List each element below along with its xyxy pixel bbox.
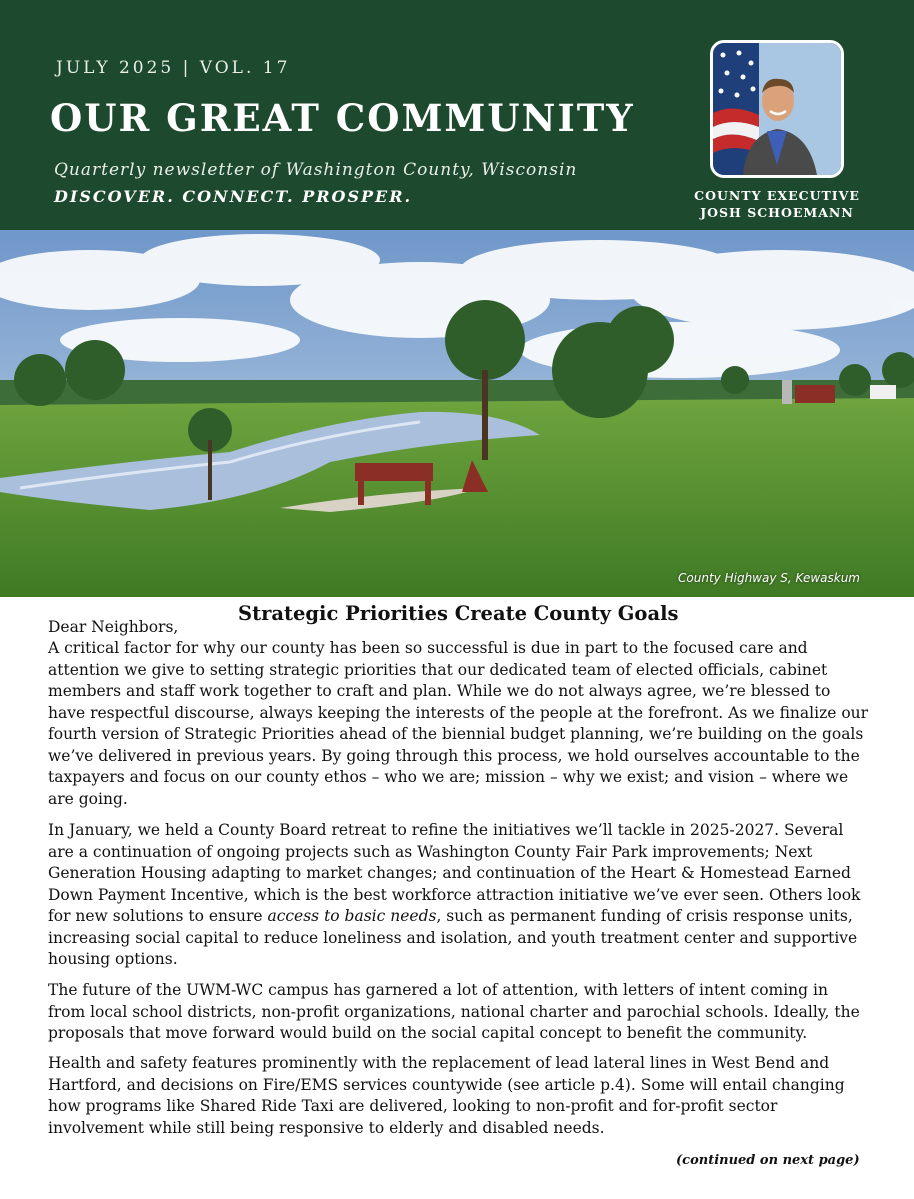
continued-note: (continued on next page)	[676, 1153, 860, 1168]
paragraph	[48, 1053, 870, 1139]
executive-credit	[690, 187, 864, 221]
photo-caption: County Highway S, Kewaskum	[678, 571, 860, 585]
paragraph-text: Health and safety features prominently with the replacement of lead lateral lines in West Bend and Hartford, and decisions on Fire/EMS services countywide (see article p.4). Some will entail changing how programs like Shared Ride Taxi are delivered, looking to non-profit and for-profit sector involvement while still being responsive to elderly and disabled needs.	[48, 1054, 845, 1137]
executive-role: COUNTY EXECUTIVE	[694, 188, 860, 203]
paragraph-text: The future of the UWM-WC campus has garnered a lot of attention, with letters of intent coming in from local school districts, non-profit organizations, national charter and parochial schools. Ideally, the proposals that move forward would build on the social capital concept to benefit the community.	[48, 981, 860, 1042]
tagline: DISCOVER. CONNECT. PROSPER.	[54, 187, 413, 206]
paragraph	[48, 980, 870, 1045]
paragraph-text	[48, 820, 870, 971]
paragraph	[48, 820, 870, 971]
masthead	[0, 0, 914, 230]
newsletter-title: OUR GREAT COMMUNITY	[50, 96, 635, 140]
executive-name: JOSH SCHOEMANN	[700, 205, 854, 220]
article-heading: Strategic Priorities Create County Goals	[238, 602, 679, 625]
paragraph	[48, 638, 870, 810]
paragraph-text: A critical factor for why our county has been so successful is due in part to the focused care and attention we give to setting strategic priorities that our dedicated team of elected officials, cabinet members and staff work together to craft and plan. While we do not always agree, we’re blessed to have respectful discourse, always keeping the interests of the people at the forefront. As we finalize our fourth version of Strategic Priorities ahead of the biennial budget planning, we’re building on the goals we’ve delivered in previous years. By going through this process, we hold ourselves accountable to the taxpayers and focus on our county ethos – who we are; mission – why we exist; and vision – where we are going.	[48, 639, 869, 808]
landscape-photo	[0, 230, 914, 597]
paragraph-text-part: , such as permanent funding of crisis response units, increasing social capital to reduce loneliness and isolation, and youth treatment center and supportive housing options.	[48, 907, 858, 968]
greeting: Dear Neighbors,	[48, 618, 179, 636]
newsletter-subtitle: Quarterly newsletter of Washington County, Wisconsin	[54, 160, 578, 180]
paragraph-text-part: In January, we held a County Board retreat to refine the initiatives we’ll tackle in 2025-2027. Several are a continuation of ongoing projects such as Washington County Fair Park improvements; Next Generation Housing adapting to market changes; and continuation of the Heart & Homestead Earned Down Payment Incentive, which is the best workforce attraction initiative we’ve ever seen. Others look for new solutions to ensure	[48, 821, 861, 925]
executive-portrait	[710, 40, 844, 178]
issue-date: JULY 2025 | VOL. 17	[56, 58, 291, 78]
emphasis-text: access to basic needs	[267, 907, 437, 925]
